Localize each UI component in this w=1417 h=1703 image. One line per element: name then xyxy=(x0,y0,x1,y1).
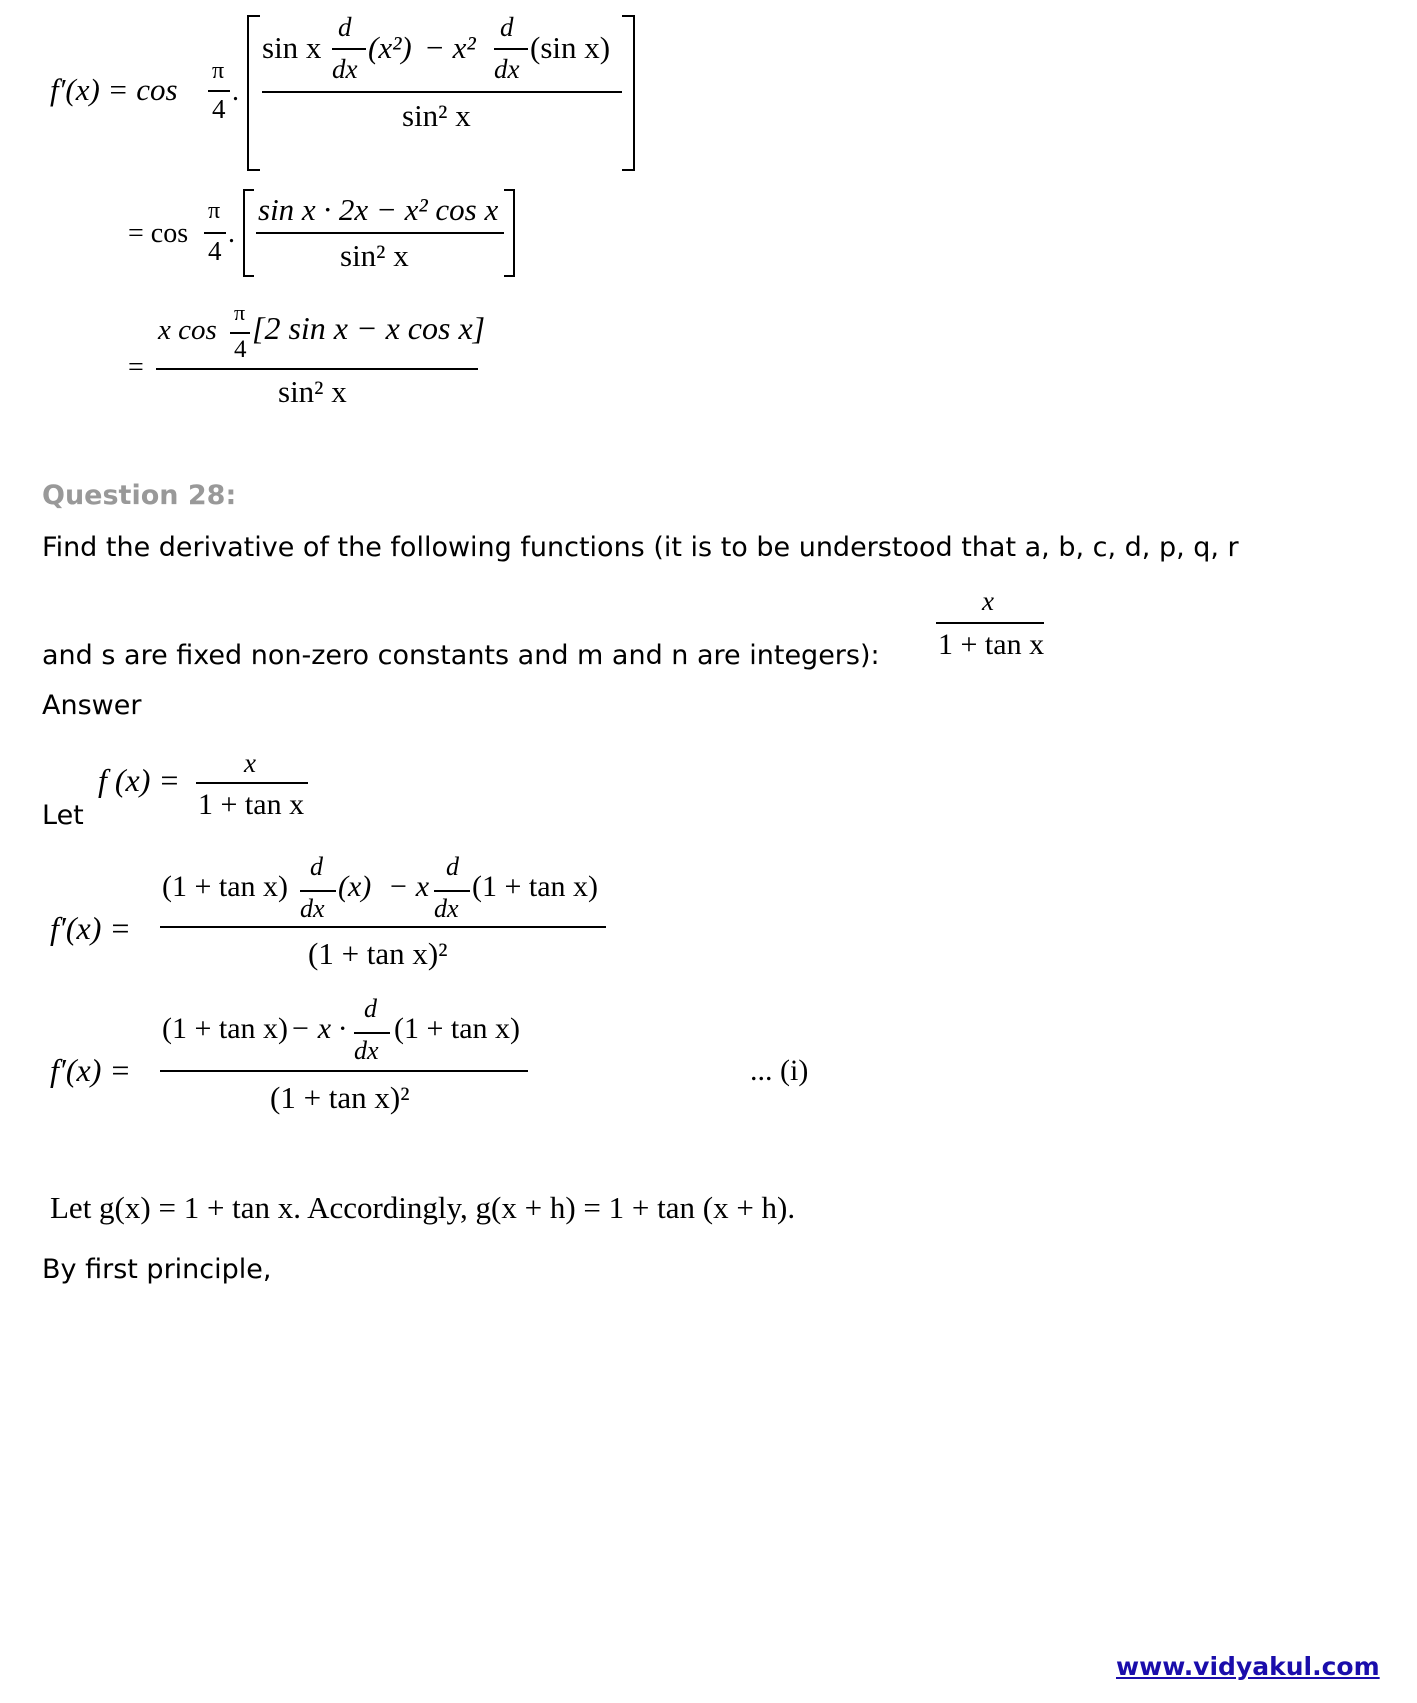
footer-link[interactable]: www.vidyakul.com xyxy=(1116,1652,1380,1681)
d-symbol: d xyxy=(364,994,377,1023)
fraction-denominator: 1 + tan x xyxy=(198,788,305,821)
bracket-term: [2 sin x − x cos x] xyxy=(252,310,486,346)
numerator-sinx: sin x xyxy=(262,30,322,65)
main-fraction-bar xyxy=(160,1070,528,1072)
fraction-bar xyxy=(936,622,1044,624)
four: 4 xyxy=(212,94,226,124)
fraction-bar xyxy=(494,48,528,50)
left-bracket xyxy=(244,14,262,172)
by-first-principle: By first principle, xyxy=(42,1254,272,1285)
minus-x-squared: − x² xyxy=(424,30,476,65)
fraction-bar xyxy=(196,782,308,784)
dx-symbol: dx xyxy=(300,894,325,923)
sinx-paren: (sin x) xyxy=(530,30,611,65)
denominator: (1 + tan x)² xyxy=(270,1080,410,1115)
question-line-1: Find the derivative of the following functions (it is to be understood that a, b, c, d, p, q, r xyxy=(42,532,1239,563)
fraction-bar xyxy=(208,90,230,92)
fraction-bar xyxy=(354,1032,390,1034)
paren-tan: (1 + tan x) xyxy=(394,1012,521,1045)
let-label: Let xyxy=(42,800,84,831)
pi-symbol: π xyxy=(212,58,225,84)
fraction-denominator: 1 + tan x xyxy=(938,628,1045,661)
denominator-sin2x: sin² x xyxy=(278,374,347,409)
d-symbol: d xyxy=(338,12,352,42)
main-fraction-bar xyxy=(160,926,606,928)
denominator-sin2x: sin² x xyxy=(340,238,409,273)
main-fraction-bar xyxy=(256,232,504,234)
fraction-bar xyxy=(332,48,366,50)
fraction-bar xyxy=(300,890,336,892)
paren-tan: (1 + tan x) xyxy=(472,870,599,903)
f-of-x: f (x) = xyxy=(98,762,180,798)
fraction-bar xyxy=(204,232,226,234)
denominator-sin2x: sin² x xyxy=(402,98,471,133)
let-g-line: Let g(x) = 1 + tan x. Accordingly, g(x + h) = 1 + tan (x + h). xyxy=(50,1190,796,1225)
main-fraction-bar xyxy=(262,91,622,93)
paren-tan: (1 + tan x) xyxy=(162,870,289,903)
fraction-numerator: x xyxy=(982,586,994,616)
dot: . xyxy=(232,76,239,107)
eq-sign: = xyxy=(128,352,144,383)
four: 4 xyxy=(208,236,222,266)
numerator-2: sin x · 2x − x² cos x xyxy=(258,192,499,227)
four: 4 xyxy=(234,336,247,363)
eq-cos: = cos xyxy=(128,218,189,249)
fraction-numerator: x xyxy=(244,748,256,778)
answer-label: Answer xyxy=(42,690,142,721)
fraction-bar xyxy=(230,332,250,334)
pi-symbol: π xyxy=(234,300,246,325)
pi-symbol: π xyxy=(208,198,221,224)
minus-x-dot: − x · xyxy=(290,1012,347,1045)
main-fraction-bar xyxy=(156,368,478,370)
dx-symbol: dx xyxy=(332,54,358,84)
x-cos: x cos xyxy=(158,314,217,346)
dx-symbol: dx xyxy=(434,894,459,923)
fraction-bar xyxy=(434,890,470,892)
fprime-lhs: f′(x) = cos xyxy=(50,72,178,107)
d-symbol: d xyxy=(446,852,459,881)
right-bracket xyxy=(620,14,638,172)
paren-tan: (1 + tan x) xyxy=(162,1012,289,1045)
dx-symbol: dx xyxy=(354,1036,379,1065)
paren-x: (x) xyxy=(338,870,372,903)
dot: . xyxy=(228,218,235,249)
fprime: f′(x) = xyxy=(50,1052,131,1088)
left-bracket xyxy=(240,188,256,278)
d-symbol: d xyxy=(310,852,323,881)
equation-label: ... (i) xyxy=(750,1054,809,1087)
d-symbol: d xyxy=(500,12,514,42)
denominator: (1 + tan x)² xyxy=(308,936,448,971)
fprime: f′(x) = xyxy=(50,910,131,946)
dx-symbol: dx xyxy=(494,54,520,84)
question-title: Question 28: xyxy=(42,480,237,511)
x-squared: (x²) xyxy=(368,30,412,65)
question-line-2: and s are fixed non-zero constants and m and n are integers): xyxy=(42,640,880,671)
minus-x: − x xyxy=(388,870,430,903)
right-bracket xyxy=(502,188,518,278)
